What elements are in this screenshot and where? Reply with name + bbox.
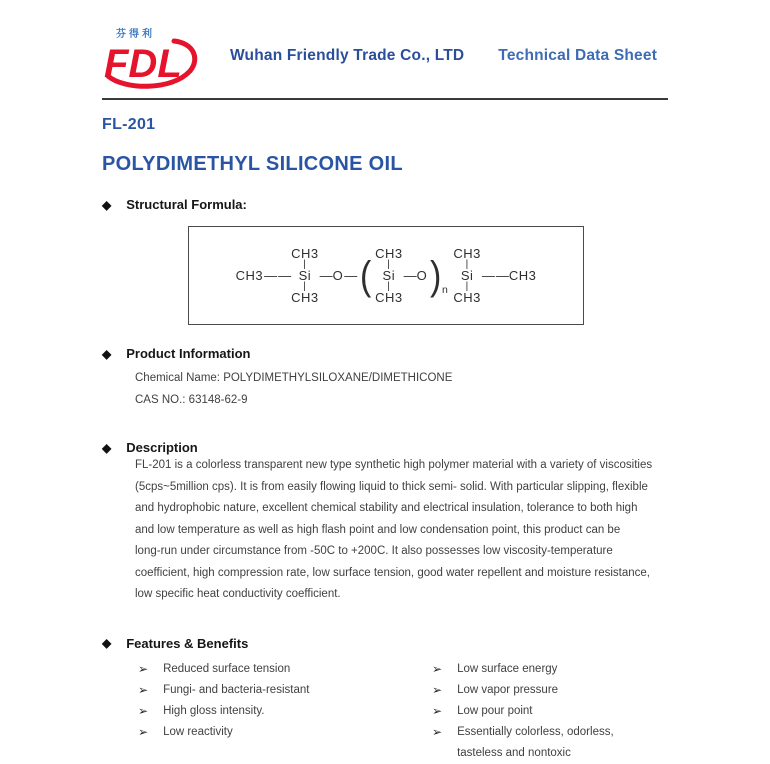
features-column-right (432, 659, 668, 764)
methyl-group: CH3 (235, 268, 264, 283)
description-line: and low temperature as well as high flash point and low condensation point, this product can be (135, 523, 621, 536)
section-heading-label: Structural Formula: (126, 197, 247, 212)
oxygen-atom: O (416, 268, 428, 283)
feature-text: Essentially colorless, odorless, tasteless and nontoxic (457, 725, 614, 759)
oxygen-atom: O (332, 268, 344, 283)
section-heading-product-information (102, 346, 668, 361)
vertical-bond: | (303, 259, 307, 270)
arrow-bullet-icon: ➢ (432, 661, 443, 676)
header-divider (102, 98, 668, 100)
diamond-bullet-icon: ◆ (102, 636, 112, 650)
diamond-bullet-icon: ◆ (102, 197, 112, 212)
feature-text: Low surface energy (457, 662, 558, 675)
silicon-atom: Si (298, 268, 312, 283)
section-heading-label: Description (126, 440, 198, 455)
description-paragraph (135, 455, 668, 606)
description-line: low specific heat conductivity coefficient. (135, 588, 341, 600)
logo-chinese-text: 芬得利 (116, 29, 155, 40)
page-title: POLYDIMETHYL SILICONE OIL (102, 153, 403, 175)
feature-item (138, 680, 432, 701)
bond: — (403, 268, 416, 283)
bond: — (319, 268, 332, 283)
silicon-atom: Si (460, 268, 474, 283)
description-line: and hydrophobic nature, excellent chemical stability and electrical insulation, tolerance to both high (135, 502, 638, 514)
feature-text: Low vapor pressure (457, 683, 559, 696)
silicon-group (453, 247, 481, 304)
arrow-bullet-icon: ➢ (138, 682, 149, 697)
product-code: FL-201 (102, 116, 156, 133)
vertical-bond: | (465, 259, 469, 270)
description-line: (5cps~5million cps). It is from easily flowing liquid to thick semi- solid. With particular slipping, flexible (135, 480, 648, 493)
feature-text: Low reactivity (163, 725, 233, 738)
feature-item (138, 701, 432, 722)
bond: — (344, 268, 357, 283)
company-logo (102, 25, 202, 87)
feature-text: High gloss intensity. (163, 704, 265, 717)
structural-formula-box (188, 226, 584, 325)
arrow-bullet-icon: ➢ (432, 682, 443, 697)
vertical-bond: | (387, 259, 391, 270)
silicon-atom: Si (382, 268, 396, 283)
methyl-group: CH3 (453, 290, 481, 305)
description-line: long-run under circumstance from -50C to +200C. It also possesses low viscosity-temperature (135, 545, 613, 557)
section-heading-label: Features & Benefits (126, 635, 249, 651)
vertical-bond: | (387, 281, 391, 292)
vertical-bond: | (303, 281, 307, 292)
features-list (102, 659, 668, 764)
repeat-subscript: n (442, 283, 449, 296)
methyl-group: CH3 (291, 290, 319, 305)
bond: — (278, 268, 291, 283)
section-heading-structural-formula (102, 197, 668, 212)
methyl-group: CH3 (508, 268, 537, 283)
diamond-bullet-icon: ◆ (102, 440, 112, 455)
methyl-group: CH3 (291, 246, 319, 261)
description-line: FL-201 is a colorless transparent new type synthetic high polymer material with a variety of viscosities (135, 459, 653, 471)
header (102, 24, 668, 88)
cas-number: CAS NO.: 63148-62-9 (135, 393, 248, 406)
feature-item (432, 701, 668, 722)
arrow-bullet-icon: ➢ (138, 661, 149, 676)
arrow-bullet-icon: ➢ (138, 724, 149, 739)
arrow-bullet-icon: ➢ (138, 703, 149, 718)
feature-item (138, 659, 432, 680)
vertical-bond: | (465, 281, 469, 292)
left-parenthesis: ( (360, 253, 373, 298)
feature-item (432, 659, 668, 680)
fdl-logo-icon (102, 35, 202, 87)
feature-text: Fungi- and bacteria-resistant (163, 683, 310, 696)
feature-item (138, 722, 432, 743)
methyl-group: CH3 (453, 246, 481, 261)
svg-text:FDL: FDL (104, 42, 182, 86)
silicon-group (291, 247, 319, 304)
feature-text: Reduced surface tension (163, 662, 291, 675)
methyl-group: CH3 (375, 290, 403, 305)
section-heading-description (102, 440, 668, 455)
methyl-group: CH3 (375, 246, 403, 261)
diamond-bullet-icon: ◆ (102, 346, 112, 361)
product-information-block (135, 368, 668, 411)
company-name: Wuhan Friendly Trade Co., LTD (230, 47, 465, 64)
section-heading-features-benefits (102, 636, 668, 651)
arrow-bullet-icon: ➢ (432, 703, 443, 718)
feature-item (432, 722, 668, 764)
document-type-title: Technical Data Sheet (498, 47, 658, 64)
right-parenthesis: ) (430, 253, 442, 298)
section-heading-label: Product Information (126, 346, 251, 361)
feature-text: Low pour point (457, 704, 533, 717)
bond: — (264, 268, 277, 283)
bond: — (481, 268, 494, 283)
description-line: coefficient, high compression rate, low surface tension, good water repellent and moisture resistance, (135, 566, 651, 579)
arrow-bullet-icon: ➢ (432, 724, 443, 739)
bond: — (495, 268, 508, 283)
silicon-group (375, 247, 403, 304)
features-column-left (102, 659, 432, 764)
chemical-structure (236, 247, 537, 304)
chemical-name: Chemical Name: POLYDIMETHYLSILOXANE/DIMETHICONE (135, 372, 453, 384)
feature-item (432, 680, 668, 701)
